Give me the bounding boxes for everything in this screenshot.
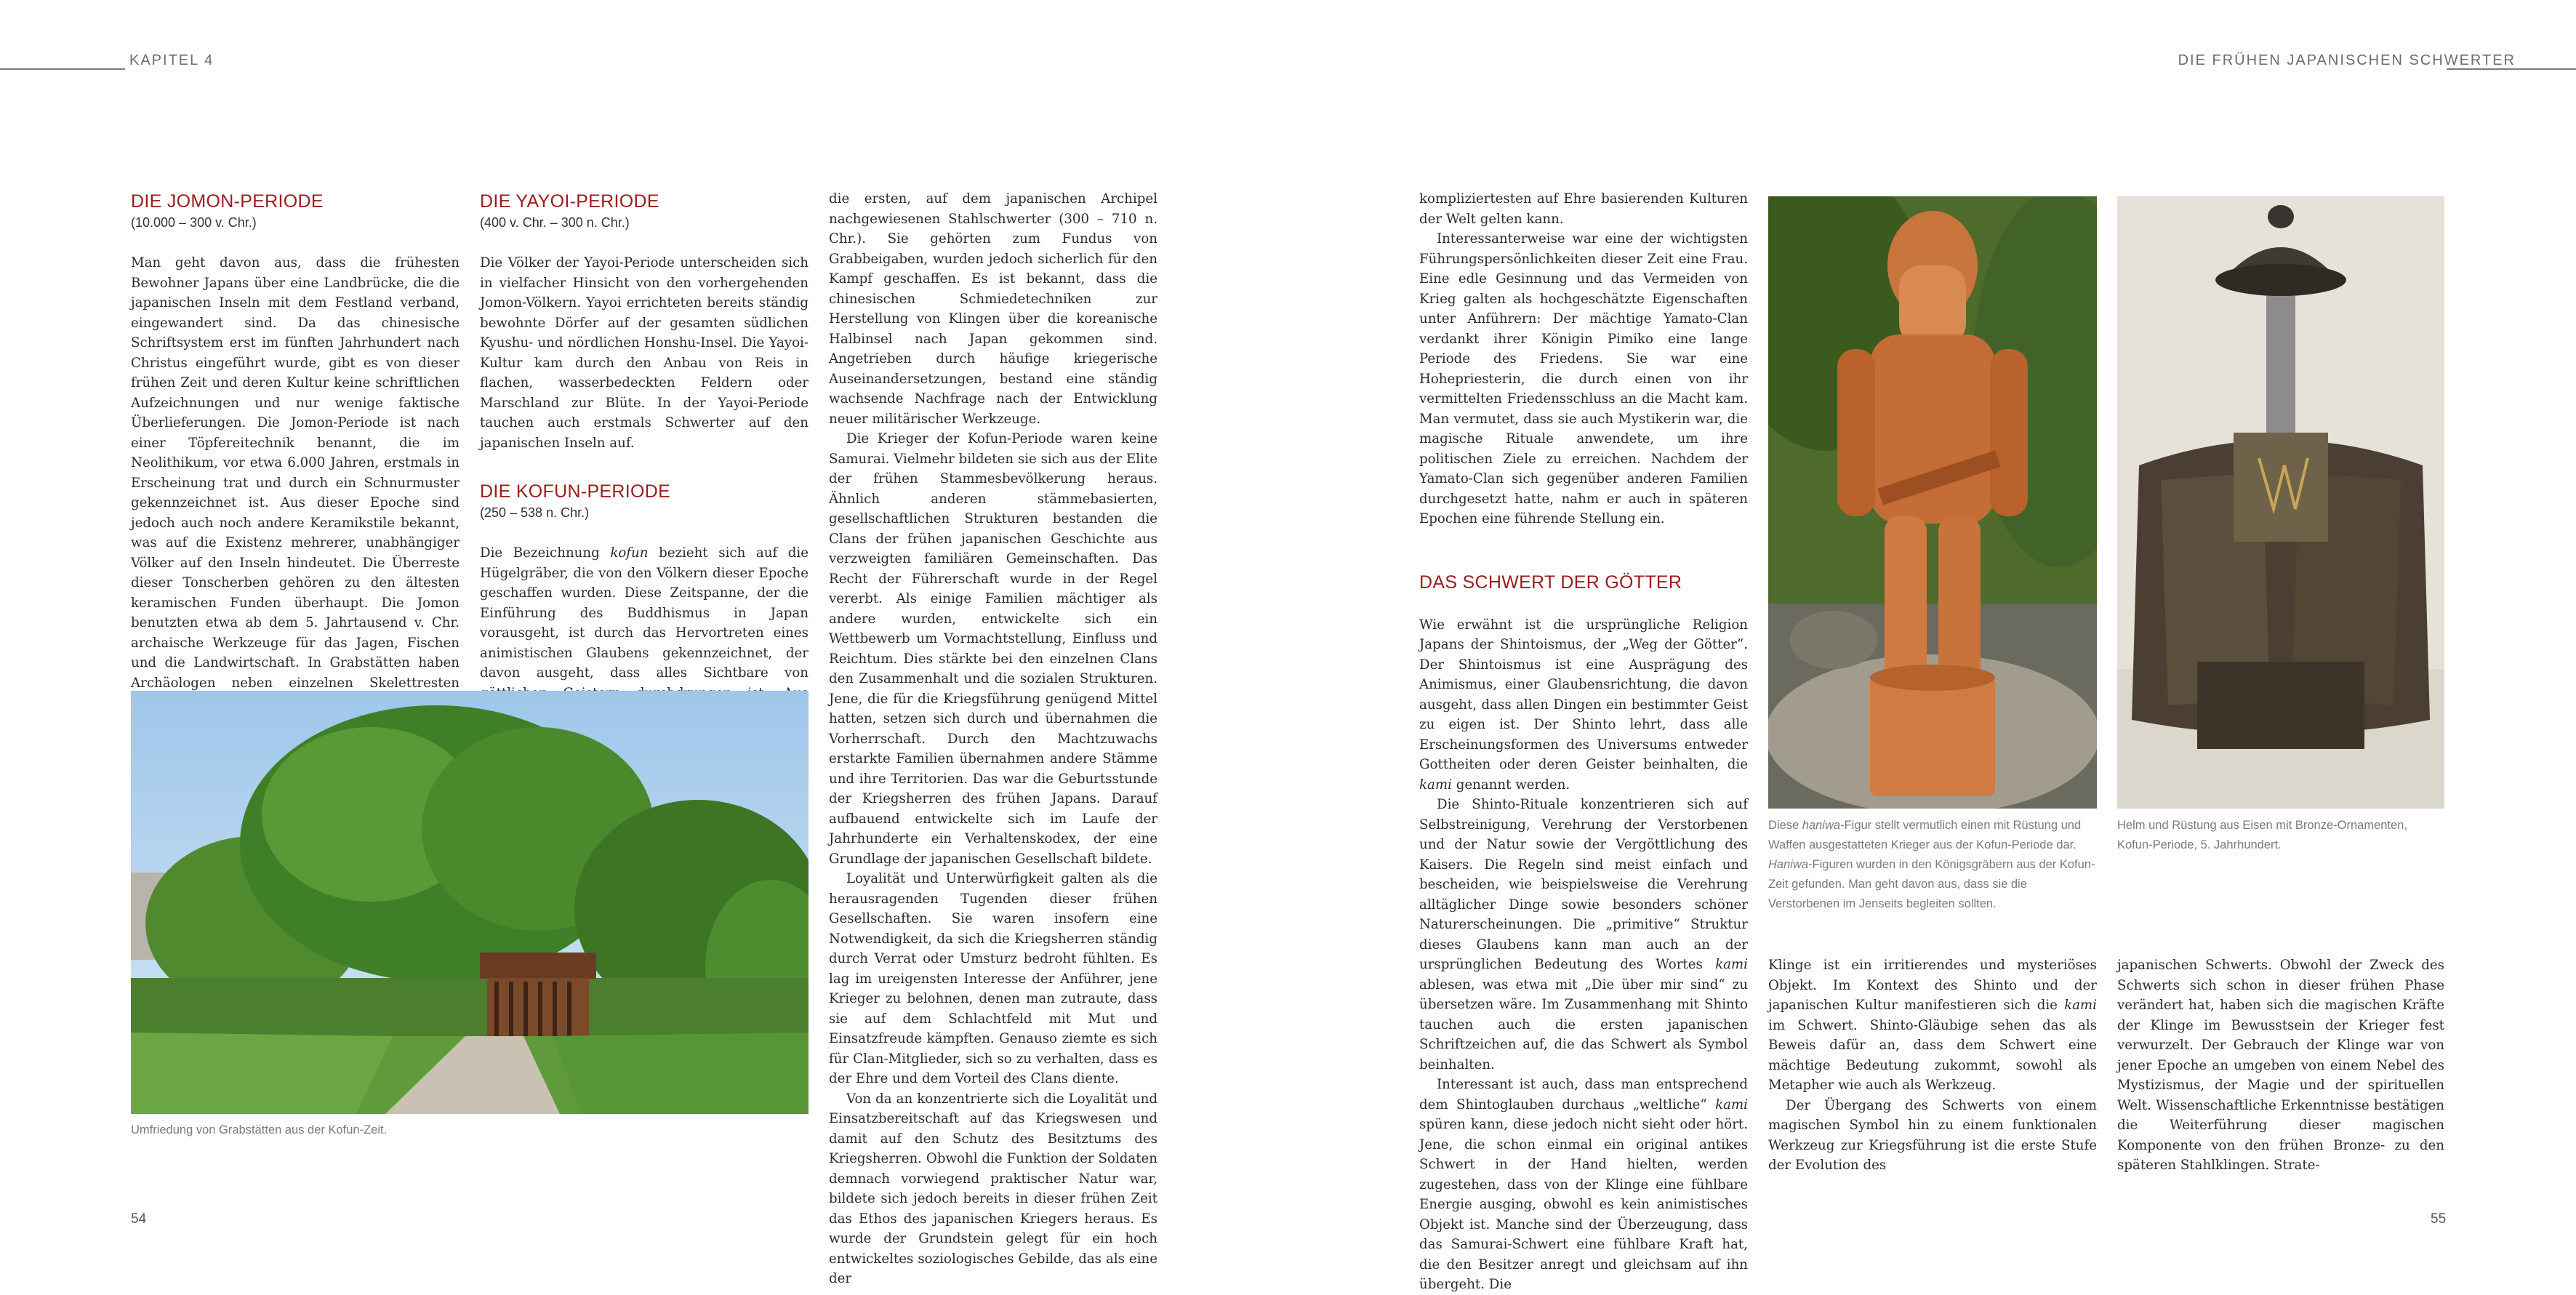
col5-p1 (1768, 955, 2097, 1096)
tomb-enclosure-photo (131, 691, 808, 1114)
col4-p2: Interessanterweise war eine der wichtigsten Führungspersönlichkeiten dieser Zeit eine Frau. Eine edle Gesinnung und das Vermeiden von Krieg galten als hochgeschätzte Eigenschaften unter Anführern: Der mächtige Yamato-Clan verdankt ihrer Königin Pimiko eine lange Periode des Friedens. Sie war eine Hohepriesterin, die durch einen von ihr vermittelten Friedensschluss an die Macht kam. Man vermutet, dass sie auch Mystikerin war, die magische Rituale anwendete, um ihre politischen Ziele zu erreichen. Nachdem der Yamato-Clan sich gegenüber anderen Familien durchgesetzt hatte, nahm er auch in späteren Epochen eine führende Stellung ein. (1419, 231, 1748, 526)
haniwa-caption-post: -Figuren wurden in den Königsgräbern aus der Kofun-Zeit gefunden. Man geht davon aus, dass sie die Verstorbenen im Jenseits begleiten sollten. (1768, 858, 2095, 910)
kofun-dates: (250 – 538 n. Chr.) (480, 505, 590, 520)
column-3 (829, 189, 1157, 1289)
haniwa-caption-em1: haniwa (1802, 819, 1841, 832)
col4-p5-em: kami (1715, 1096, 1748, 1112)
col4-p4 (1419, 795, 1748, 1075)
jomon-text: Man geht davon aus, dass die frühesten Bewohner Japans über eine Landbrücke, die die japanischen Inseln mit dem Festland verband, eingewandert sind. Da das chinesische Schriftsystem erst im fünften Jahrhundert nach Christus eingeführt wurde, gibt es von dieser frühen Zeit und deren Kultur keine schriftlichen Aufzeichnungen und nur wenige faktische Überlieferungen. Die Jomon-Periode ist nach einer Töpfereitechnik benannt, die im Neolithikum, vor etwa 6.000 Jahren, erstmals in Erscheinung trat und durch ein Schnurmuster gekennzeichnet ist. Aus dieser Epoche sind jedoch auch noch andere Keramikstile bekannt, was auf die Existenz mehrerer, unabhängiger Völker auf den Inseln hindeutet. Die Überreste dieser Tonscherben gehören zu den ältesten keramischen Funden überhaupt. Die Jomon benutzten etwa ab dem 5. Jahrtausend v. Chr. archaische Werkzeuge für das Jagen, Fischen und die Landwirtschaft. In Grabstätten haben Archäologen neben einzelnen Skelettresten (131, 255, 460, 691)
haniwa-caption-mid: -Figur stellt vermutlich einen mit Rüstung und Waffen ausgestatteten Krieger aus der Kofun-Periode dar. (1768, 819, 2082, 851)
haniwa-figure-photo (1768, 196, 2097, 809)
kofun-text-pre: Die Bezeichnung (480, 545, 611, 561)
col4-p1: kompliziertesten auf Ehre basierenden Kulturen der Welt gelten kann. (1419, 191, 1748, 227)
jomon-heading: DIE JOMON-PERIODE (131, 191, 324, 212)
col4-p4-em: kami (1715, 957, 1748, 972)
col3-p4: Von da an konzentrierte sich die Loyalität und Einsatzbereitschaft auf das Kriegswesen und damit auf den Schutz des Besitztums des Kriegsherren. Obwohl die Funktion der Soldaten demnach vorwiegend praktischer Natur war, bildete sich jedoch bereits in dieser frühen Zeit das Ethos des japanischen Kriegers heraus. Es wurde der Grundstein gelegt für ein hoch entwickeltes soziologisches Gebilde, das als eine der (829, 1091, 1157, 1286)
col3-p1: die ersten, auf dem japanischen Archipel nachgewiesenen Stahlschwerter (300 – 710 n. Chr.). Sie gehörten zum Fundus von Grabbeigaben, wurden jedoch sicherlich für den Kampf geschaffen. Es ist bekannt, dass die chinesischen Schmiedetechniken zur Herstellung von Klingen über die koreanische Halbinsel nach Japan gekommen sind. Angetrieben durch häufige kriegerische Auseinandersetzungen, bestand eine ständig wachsende Nachfrage nach der Entwicklung neuer militärischer Werkzeuge. (829, 191, 1157, 427)
kofun-heading: DIE KOFUN-PERIODE (480, 481, 671, 502)
chapter-label: KAPITEL 4 (129, 52, 214, 68)
col4-p4-pre: Die Shinto-Rituale konzentrieren sich auf Selbstreinigung, Verehrung der Verstorbenen und der Natur sowie der Vergöttlichung des Kaisers. Die Regeln sind meist einfach und bescheiden, wie beispielsweise die Verehrung alltäglicher Dinge sowie besonders schöner Naturerscheinungen. Die „primitive“ Struktur dieses Glaubens kann man auch an der ursprünglichen Bedeutung des Wortes (1419, 797, 1748, 972)
haniwa-caption-em2: Haniwa (1768, 858, 1809, 871)
column-5 (1768, 955, 2097, 1176)
haniwa-caption-pre: Diese (1768, 819, 1802, 832)
header-rule-right (2447, 68, 2576, 70)
haniwa-image (1768, 196, 2097, 809)
col4-p4-post: ablesen, was etwa mit „Die über mir sind“ zu übersetzen wäre. Im Zusammenhang mit Shinto tauchen auch die ersten japanischen Schriftzeichen auf, die das Schwert als Symbol beinhalten. (1419, 977, 1748, 1073)
col4-p3-post: genannt werden. (1451, 777, 1570, 793)
kofun-text-em: kofun (610, 545, 649, 561)
col4-p5-post: spüren kann, diese jedoch nicht sieht oder hört. Jene, die schon einmal ein original antikes Schwert in der Hand hielten, werden zugestehen, dass von der Klinge eine fühlbare Energie ausging, obwohl es kein animistisches Objekt ist. Manche sind der Überzeugung, dass das Samurai-Schwert eine fühlbare Kraft hat, die den Besitzer anregt und gleichsam auf ihn übergeht. Die (1419, 1117, 1748, 1292)
armor-image (2117, 196, 2444, 809)
col4-p3-em: kami (1419, 777, 1452, 793)
col5-p1-pre: Klinge ist ein irritierendes und mysteriöses Objekt. Im Kontext des Shinto und der japanischen Kultur manifestieren sich die (1768, 958, 2097, 1013)
tomb-image (131, 691, 808, 1114)
column-4 (1419, 189, 1748, 1295)
yayoi-heading: DIE YAYOI-PERIODE (480, 191, 659, 212)
haniwa-caption (1768, 816, 2097, 914)
col4-p5-pre: Interessant ist auch, dass man entsprechend dem Shintoglauben durchaus „weltliche“ (1419, 1077, 1748, 1112)
page-number-right: 55 (2431, 1211, 2447, 1227)
column-yayoi-kofun (480, 191, 808, 723)
column-jomon (131, 191, 460, 733)
col3-p3: Loyalität und Unterwürfigkeit galten als die herausragenden Tugenden dieser frühen Gesellschaften. Sie waren insofern eine Notwendigkeit, da sich die Kriegsherren ständig durch Verrat oder Umsturz bedroht fühlten. Es lag im ureigensten Interesse der Anführer, jene Krieger zu belohnen, denen man zutraute, dass sie auf dem Schlachtfeld mit Mut und Einsatzfreude kämpften. Genauso ziemte es sich für Clan-Mitglieder, sich so zu verhalten, dass es der Ehre und dem Vorteil des Clans diente. (829, 871, 1157, 1086)
col3-p2: Die Krieger der Kofun-Periode waren keine Samurai. Vielmehr bildeten sie sich aus der Elite der frühen Stammesbevölkerung heraus. Ähnlich anderen stämmebasierten, gesellschaftlichen Strukturen bestanden die Clans der frühen japanischen Geschichte aus verzweigten familiären Gemeinschaften. Das Recht der Führerschaft wurde in der Regel vererbt. Als einige Familien mächtiger als andere wurden, entwickelte sich ein Wettbewerb um Vormachtstellung, Einfluss und Reichtum. Dies stärkte bei den einzelnen Clans den Zusammenhalt und die sozialen Strukturen. Jene, die für die Kriegsführung genügend Mittel hatten, setzen sich durch und übernahmen die Vorherrschaft. Durch den Machtzuwachs erstarkte Familien übernahmen andere Stämme und ihre Territorien. Das war die Geburtsstunde der Kriegsherren des frühen Japans. Darauf aufbauend entwickelte sich im Laufe der Jahrhunderte ein Verhaltenskodex, der eine Grundlage der japanischen Gesellschaft bildete. (829, 431, 1157, 867)
col5-p2: Der Übergang des Schwerts von einem magischen Symbol hin zu einem funktionalen Werkzeug zur Kriegsführung ist die erste Stufe der Evolution des (1768, 1097, 2097, 1173)
helmet-armor-photo (2117, 196, 2444, 809)
column-6 (2117, 955, 2444, 1176)
col6-p1: japanischen Schwerts. Obwohl der Zweck des Schwerts sich schon in dieser frühen Phase verändert hat, haben sich die magischen Kräfte der Klinge im Bewusstsein der Krieger fest verwurzelt. Der Gebrauch der Klinge war von jener Epoche an umgeben von einem Nebel des Mystizismus, der Magie und der spirituellen Welt. Wissenschaftliche Erkenntnisse bestätigen die Weiterführung dieser magischen Komponente von den frühen Bronze- zu den späteren Stahlklingen. Strate- (2117, 958, 2444, 1173)
col5-p1-em: kami (2064, 998, 2097, 1013)
chapter-title: DIE FRÜHEN JAPANISCHEN SCHWERTER (2178, 52, 2516, 68)
armor-caption: Helm und Rüstung aus Eisen mit Bronze-Ornamenten, Kofun-Periode, 5. Jahrhundert. (2117, 819, 2407, 851)
yayoi-text: Die Völker der Yayoi-Periode unterscheiden sich in vielfacher Hinsicht von den vorhergehenden Jomon-Völkern. Yayoi errichteten bereits ständig bewohnte Dörfer auf der gesamten südlichen Kyushu- und nördlichen Honshu-Insel. Die Yayoi-Kultur kam durch den Anbau von Reis in flachen, wasserbedeckten Feldern oder Marschland zur Blüte. In der Yayoi-Periode tauchen auch erstmals Schwerter auf den japanischen Inseln auf. (480, 255, 808, 451)
jomon-dates: (10.000 – 300 v. Chr.) (131, 215, 257, 230)
gods-heading: DAS SCHWERT DER GÖTTER (1419, 572, 1682, 593)
col4-p3 (1419, 615, 1748, 795)
col4-p3-pre: Wie erwähnt ist die ursprüngliche Religion Japans der Shintoismus, der „Weg der Götter“. Der Shintoismus ist eine Ausprägung des Animismus, einer Glaubensrichtung, die davon ausgeht, dass allen Dingen ein bestimmter Geist zu eigen ist. Der Shinto lehrt, dass alle Erscheinungsformen des Universums entweder Gottheiten oder deren Geister beinhalten, die (1419, 617, 1748, 772)
kofun-text-post: bezieht sich auf die Hügelgräber, die von den Völkern dieser Epoche geschaffen wurden. Diese Zeitspanne, der die Einführung des Buddhismus in Japan vorausgeht, ist durch das Hervortreten eines animistischen Glaubens gekennzeichnet, der davon ausgeht, dass alles Sichtbare von (480, 545, 808, 681)
tomb-caption: Umfriedung von Grabstätten aus der Kofun-Zeit. (131, 1123, 388, 1136)
col5-p1-post: im Schwert. Shinto-Gläubige sehen das als Beweis dafür an, dass dem Schwert eine mächtige Bedeutung zukommt, sowohl als Metapher wie auch als Werkzeug. (1768, 1017, 2097, 1093)
col4-p5 (1419, 1075, 1748, 1295)
header-rule-left (0, 68, 125, 70)
page-number-left: 54 (131, 1211, 147, 1227)
yayoi-dates: (400 v. Chr. – 300 n. Chr.) (480, 215, 630, 230)
